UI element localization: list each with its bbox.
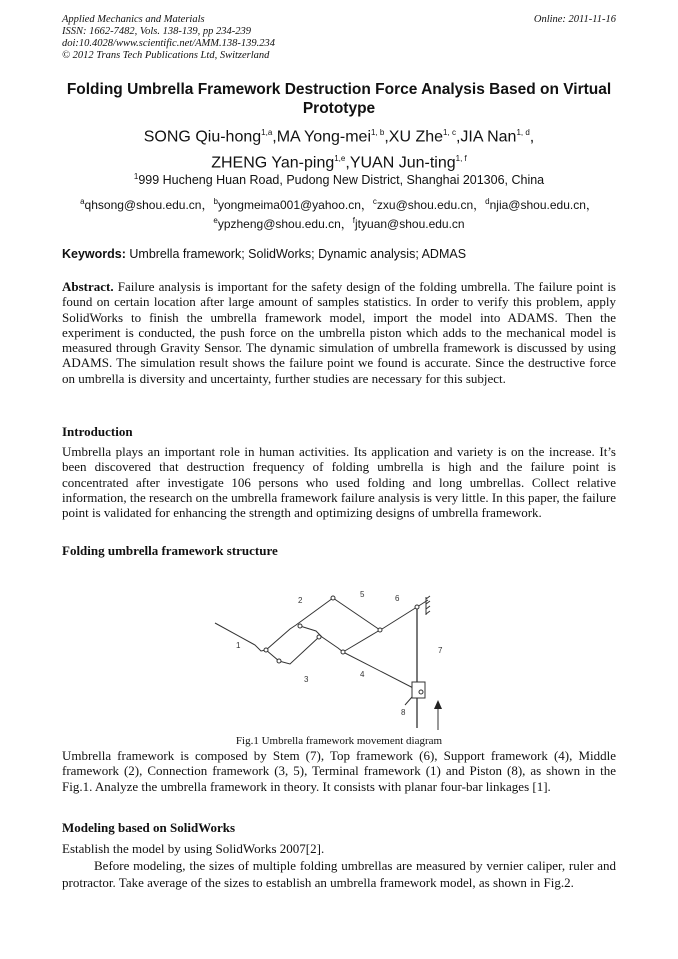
arrow-head <box>434 700 442 709</box>
online-date: Online: 2011-11-16 <box>533 14 616 25</box>
paper-title: Folding Umbrella Framework Destruction Force Analysis Based on Virtual Prototype <box>66 81 612 117</box>
journal-header <box>62 14 275 62</box>
author-sup: 1, f <box>455 154 467 164</box>
section-heading-modeling: Modeling based on SolidWorks <box>62 820 236 835</box>
connection-framework-3 <box>266 637 319 664</box>
terminal-framework-1 <box>215 623 266 651</box>
abstract <box>62 279 616 386</box>
piston-8 <box>412 682 425 698</box>
author-sup: 1, d <box>516 128 530 137</box>
author: SONG Qiu-hong <box>143 128 262 146</box>
email-link[interactable]: ypzheng@shou.edu.cn <box>217 217 341 231</box>
joints <box>264 596 423 694</box>
section-heading-structure: Folding umbrella framework structure <box>62 543 278 558</box>
author: MA Yong-mei <box>276 128 371 146</box>
top-framework-6 <box>382 607 417 629</box>
section-heading-introduction: Introduction <box>62 424 133 439</box>
umbrella-framework-diagram <box>200 585 460 735</box>
email-link[interactable]: yongmeima001@yahoo.cn <box>217 198 361 212</box>
abstract-label: Abstract. <box>62 279 114 294</box>
label-4: 4 <box>360 670 365 679</box>
affiliation-sup: 1 <box>133 172 139 181</box>
label-8: 8 <box>401 708 406 717</box>
author: XU Zhe <box>388 128 444 146</box>
modeling-paragraph-1: Establish the model by using SolidWorks 2007[2]. <box>62 841 325 856</box>
author-sup: 1, b <box>371 128 385 137</box>
label-5: 5 <box>360 590 365 599</box>
author: YUAN Jun-ting <box>349 154 456 172</box>
header-line: Applied Mechanics and Materials <box>62 14 205 25</box>
email-list: $^a$qhsong@shou.edu.cn，$^b$yongmeima001@yahoo.cn，$^c$zxu@shou.edu.cn，$^d$njia@shou.edu.cn， $^e$ypzheng@shou.edu.cn，$^f$jtyuan@shou.edu.cn <box>80 197 598 231</box>
author-sup: 1,a <box>261 128 273 137</box>
keywords <box>62 247 466 261</box>
keywords-text: Umbrella framework; SolidWorks; Dynamic analysis; ADMAS <box>125 247 467 261</box>
author-sup: 1, c <box>443 128 456 137</box>
figure-caption: Fig.1 Umbrella framework movement diagram <box>235 735 443 747</box>
label-7: 7 <box>438 646 443 655</box>
intro-paragraph: Umbrella plays an important role in human activities. Its application and variety is on the increase. It’s been discovered that destruction frequency of folding umbrella is high and the failure point is concentrated after investigate 106 persons who used folding and long umbrellas. Collect relative information, the research on the umbrella framework failure analysis is very little. In this paper, the failure point is validated for enhancing the strength and optimizing designs of umbrella framework. <box>62 444 616 521</box>
email-link[interactable]: jtyuan@shou.edu.cn <box>355 217 465 231</box>
author-list: SONG Qiu-hong$^{1,a}$,MA Yong-mei$^{1, b}$,XU Zhe$^{1, c}$,JIA Nan$^{1, d}$, ZHENG Yan-ping$^{1,e}$,YUAN Jun-ting$^{1, f}$ <box>143 128 535 172</box>
keywords-label: Keywords: <box>62 247 126 261</box>
support-framework-4 <box>343 652 421 692</box>
label-1: 1 <box>236 641 241 650</box>
author-sup: 1,e <box>334 154 346 164</box>
label-6: 6 <box>395 594 400 603</box>
structure-paragraph: Umbrella framework is composed by Stem (7), Top framework (6), Support framework (4), Middle framework (2), Connection framework (3, 5), Terminal framework (1) and Piston (8), as shown in the Fig.1. Analyze the umbrella framework in theory. It consists with planar four-bar linkages [1]. <box>62 748 616 794</box>
email-link[interactable]: qhsong@shou.edu.cn <box>84 198 202 212</box>
header-line: doi:10.4028/www.scientific.net/AMM.138-139.234 <box>62 38 275 49</box>
label-2: 2 <box>298 596 303 605</box>
header-line: © 2012 Trans Tech Publications Ltd, Switzerland <box>62 50 270 61</box>
email-link[interactable]: njia@shou.edu.cn <box>489 198 586 212</box>
link-upper <box>343 630 380 652</box>
label-3: 3 <box>304 675 309 684</box>
affiliation-text: 999 Hucheng Huan Road, Pudong New District, Shanghai 201306, China <box>138 173 545 188</box>
email-link[interactable]: zxu@shou.edu.cn <box>376 198 474 212</box>
author: ZHENG Yan-ping <box>211 154 335 172</box>
affiliation <box>62 172 616 187</box>
header-line: ISSN: 1662-7482, Vols. 138-139, pp 234-239 <box>62 26 251 37</box>
connection-framework-5 <box>333 598 380 630</box>
abstract-text: Failure analysis is important for the safety design of the folding umbrella. The failure point is found on certain location after large amount of samples statistics. In order to verify this problem, apply SolidWorks to finish the umbrella framework model, import the model into ADAMS. Then the experiment is conducted, the push force on the umbrella piston which adds to the mechanical model is measured through Gravity Sensor. The dynamic simulation of umbrella framework is discussed by using ADAMS. The simulation result shows the failure point we found is accurate. Since the destructive force on umbrella is diversity and uncertainty, further studies are necessary for this subject. <box>62 279 616 386</box>
author: JIA Nan <box>460 128 517 146</box>
modeling-paragraph-2: Before modeling, the sizes of multiple folding umbrellas are measured by vernier caliper, ruler and protractor. Take average of the sizes to establish an umbrella framework model, as shown in Fig.2. <box>62 858 616 890</box>
